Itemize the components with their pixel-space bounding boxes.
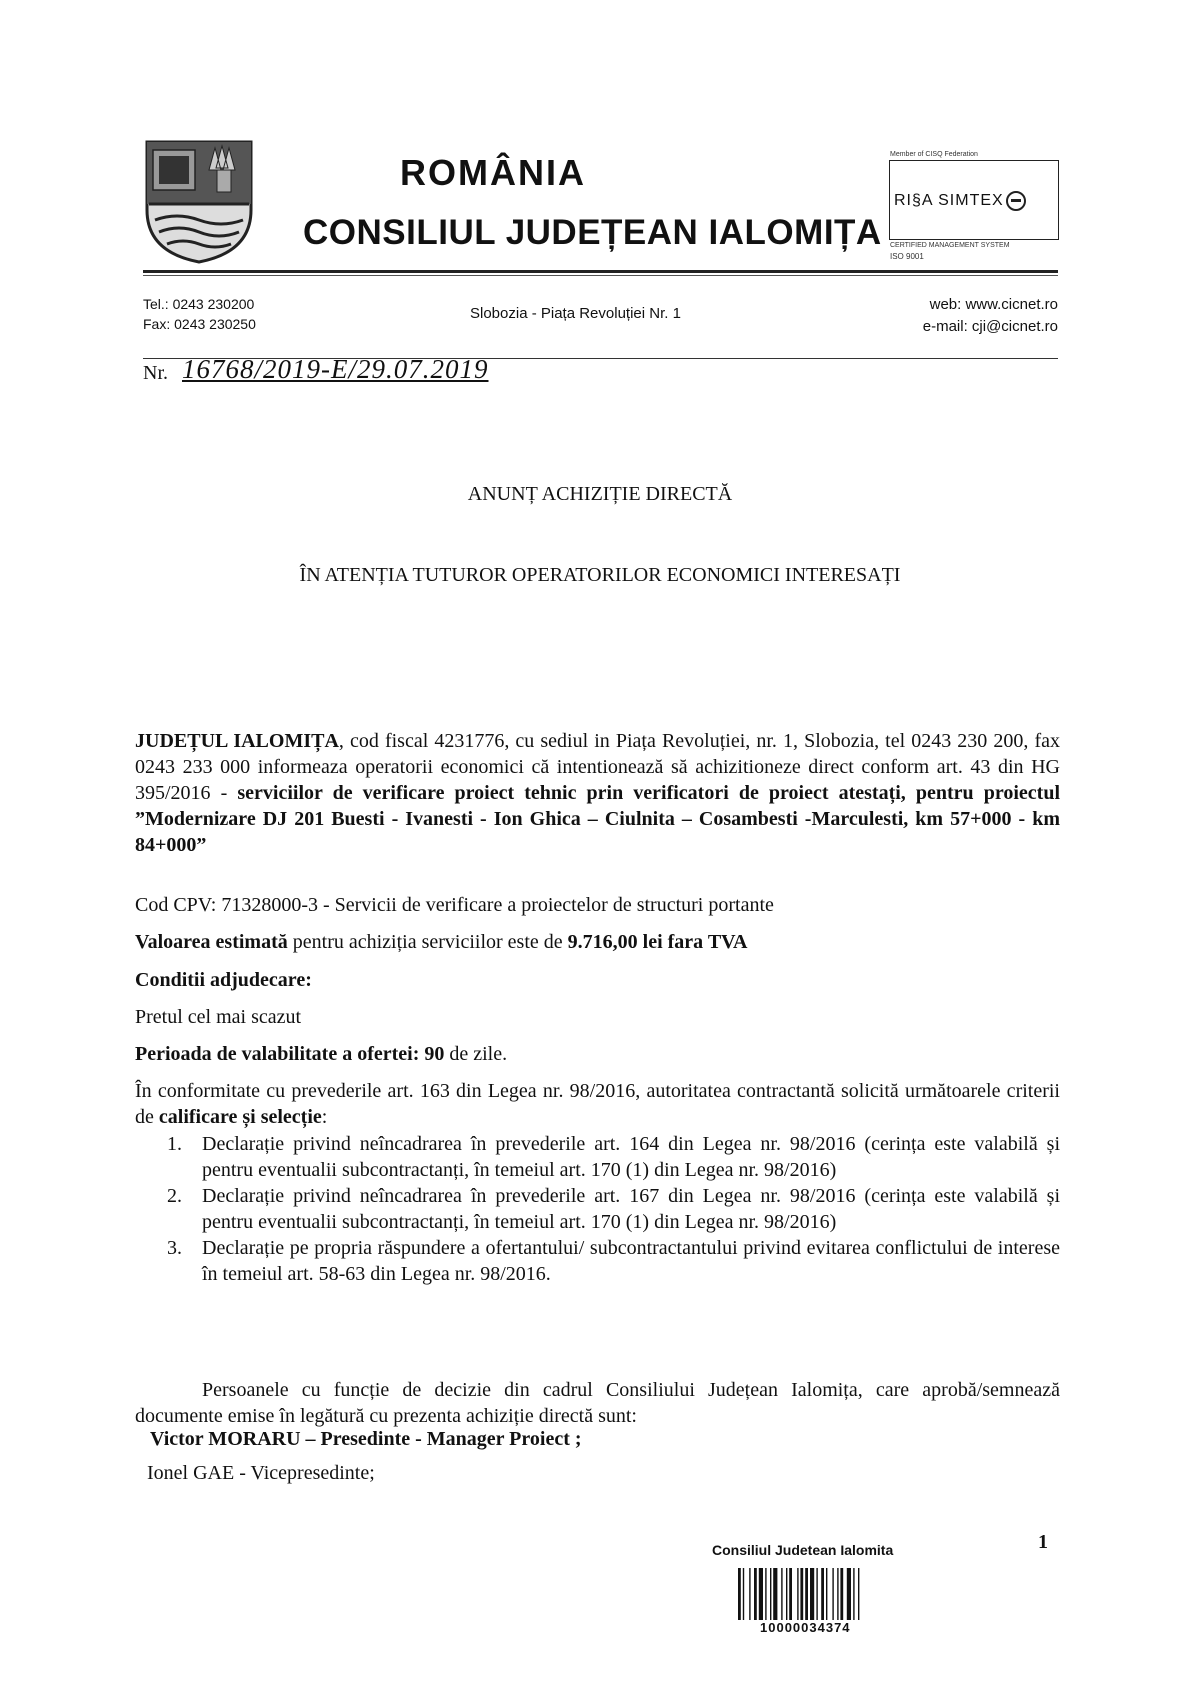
legal-text: În conformitate cu prevederile art. 163 din Legea nr. 98/2016, autoritatea contractantă solicită următoarele criterii de (135, 1080, 1060, 1128)
barcode-bar (743, 1568, 744, 1620)
barcode-bar (805, 1568, 808, 1620)
offer-validity-unit: de zile. (444, 1043, 508, 1065)
barcode-bar (800, 1568, 803, 1620)
contact-email: e-mail: cji@cicnet.ro (922, 318, 1058, 335)
barcode-bar (840, 1568, 843, 1620)
country-heading: ROMÂNIA (400, 152, 586, 193)
certification-logo (894, 191, 1026, 211)
contact-phone: Tel.: 0243 230200 (143, 296, 255, 312)
intro-subject: serviciilor de verificare proiect tehnic prin verificatori de proiect atestați, pentru proiectul ”Modernizare DJ 201 Buesti - Ivanesti - Ion Ghica – Ciulnita – Cosambesti -Marculesti, km 57+000 - km 84+000” (135, 782, 1061, 856)
criteria-item (135, 1183, 1060, 1235)
barcode-bar (858, 1568, 859, 1620)
county-coat-of-arms (145, 140, 253, 264)
criteria-item (135, 1131, 1060, 1183)
barcode-bar (847, 1568, 851, 1620)
intro-entity: JUDEȚUL IALOMIȚA (135, 730, 339, 752)
barcode-bar (821, 1568, 824, 1620)
criteria-item (135, 1235, 1060, 1287)
criteria-text: Declarație privind neîncadrarea în prevederile art. 167 din Legea nr. 98/2016 (cerința este valabilă și pentru eventualii subcontractanți, în temeiul art. 170 (1) din Legea nr. 98/2016) (202, 1185, 1060, 1233)
header-divider-thin (143, 275, 1058, 276)
offer-validity (135, 1041, 1060, 1067)
barcode-bar (773, 1568, 777, 1620)
contact-fax: Fax: 0243 230250 (143, 316, 256, 332)
barcode-number: 10000034374 (760, 1620, 851, 1635)
barcode-bar (832, 1568, 833, 1620)
person-vice-president: Ionel GAE - Vicepresedinte; (147, 1462, 375, 1484)
criteria-number: 1. (167, 1133, 182, 1155)
intro-paragraph (135, 728, 1060, 858)
criteria-text: Declarație pe propria răspundere a ofertantului/ subcontractantului privind evitarea conflictului de interese în temeiul art. 58-63 din Legea nr. 98/2016. (202, 1237, 1060, 1285)
legal-emphasis: calificare și selecție (158, 1106, 322, 1128)
gear-icon (1006, 191, 1026, 211)
criteria-list (135, 1131, 1060, 1287)
certification-logo-text: RI§A SIMTEX (894, 192, 1004, 210)
barcode-bar (797, 1568, 798, 1620)
barcode-bar (754, 1568, 757, 1620)
legal-end: : (321, 1106, 328, 1128)
barcode-bar (837, 1568, 838, 1620)
decision-persons-paragraph: Persoanele cu funcție de decizie din cadrul Consiliului Județean Ialomița, care aprobă/semnează documente emise în legătură cu prezenta achiziție directă sunt: (135, 1379, 1060, 1427)
registration-number-handwritten: 16768/2019-E/29.07.2019 (182, 354, 489, 384)
contact-web: web: www.cicnet.ro (929, 296, 1058, 313)
barcode-bar (853, 1568, 854, 1620)
barcode-bar (738, 1568, 741, 1620)
estimated-value-label: Valoarea estimată (135, 931, 288, 953)
estimated-value (135, 929, 1060, 955)
barcode-bar (770, 1568, 771, 1620)
cpv-code: Cod CPV: 71328000-3 - Servicii de verificare a proiectelor de structuri portante (135, 894, 774, 916)
certification-member-note: Member of CISQ Federation (890, 151, 978, 158)
barcode-label: Consiliul Judetean Ialomita (712, 1542, 894, 1558)
legal-paragraph (135, 1078, 1060, 1130)
intro-text: , cod fiscal 4231776, cu sediul in Piața Revoluției, nr. 1, Slobozia, tel 0243 230 200, fax 0243 233 000 informeaza operatorii economici că intentionează să achizitioneze direct conform art. 43 din HG 395/2016 - (135, 730, 1061, 804)
criteria-number: 2. (167, 1185, 182, 1207)
estimated-value-text: pentru achiziția serviciilor este de (287, 931, 568, 953)
barcode-bar (765, 1568, 766, 1620)
barcode-bar (810, 1568, 814, 1620)
page-number: 1 (1038, 1531, 1048, 1553)
barcode-bar (786, 1568, 787, 1620)
offer-validity-label: Perioada de valabilitate a ofertei: (135, 1043, 425, 1065)
criteria-text: Declarație privind neîncadrarea în prevederile art. 164 din Legea nr. 98/2016 (cerința este valabilă și pentru eventualii subcontractanți, în temeiul art. 170 (1) din Legea nr. 98/2016) (202, 1133, 1060, 1181)
certification-badge (889, 160, 1059, 240)
barcode-bar (789, 1568, 792, 1620)
council-heading: CONSILIUL JUDEȚEAN IALOMIȚA (303, 213, 882, 252)
person-president: Victor MORARU – Presedinte - Manager Proiect ; (150, 1428, 582, 1450)
award-conditions-text: Pretul cel mai scazut (135, 1006, 302, 1028)
offer-validity-days: 90 (424, 1043, 445, 1065)
barcode-bar (781, 1568, 782, 1620)
barcode-bar (816, 1568, 817, 1620)
barcode-bar (826, 1568, 827, 1620)
contact-address: Slobozia - Piața Revoluției Nr. 1 (470, 305, 681, 322)
registration-label: Nr. (143, 362, 168, 384)
certification-caption: CERTIFIED MANAGEMENT SYSTEM (890, 242, 1010, 249)
barcode-bar (759, 1568, 763, 1620)
criteria-number: 3. (167, 1237, 182, 1259)
award-conditions-heading: Conditii adjudecare: (135, 969, 312, 991)
barcode-image (738, 1568, 898, 1620)
barcode-bar (749, 1568, 750, 1620)
certification-iso: ISO 9001 (890, 252, 924, 261)
announcement-title: ANUNȚ ACHIZIȚIE DIRECTĂ (467, 483, 733, 505)
audience-title: ÎN ATENȚIA TUTUROR OPERATORILOR ECONOMICI INTERESAȚI (299, 564, 901, 586)
header-divider (143, 270, 1058, 273)
estimated-value-amount: 9.716,00 lei fara TVA (567, 931, 748, 953)
